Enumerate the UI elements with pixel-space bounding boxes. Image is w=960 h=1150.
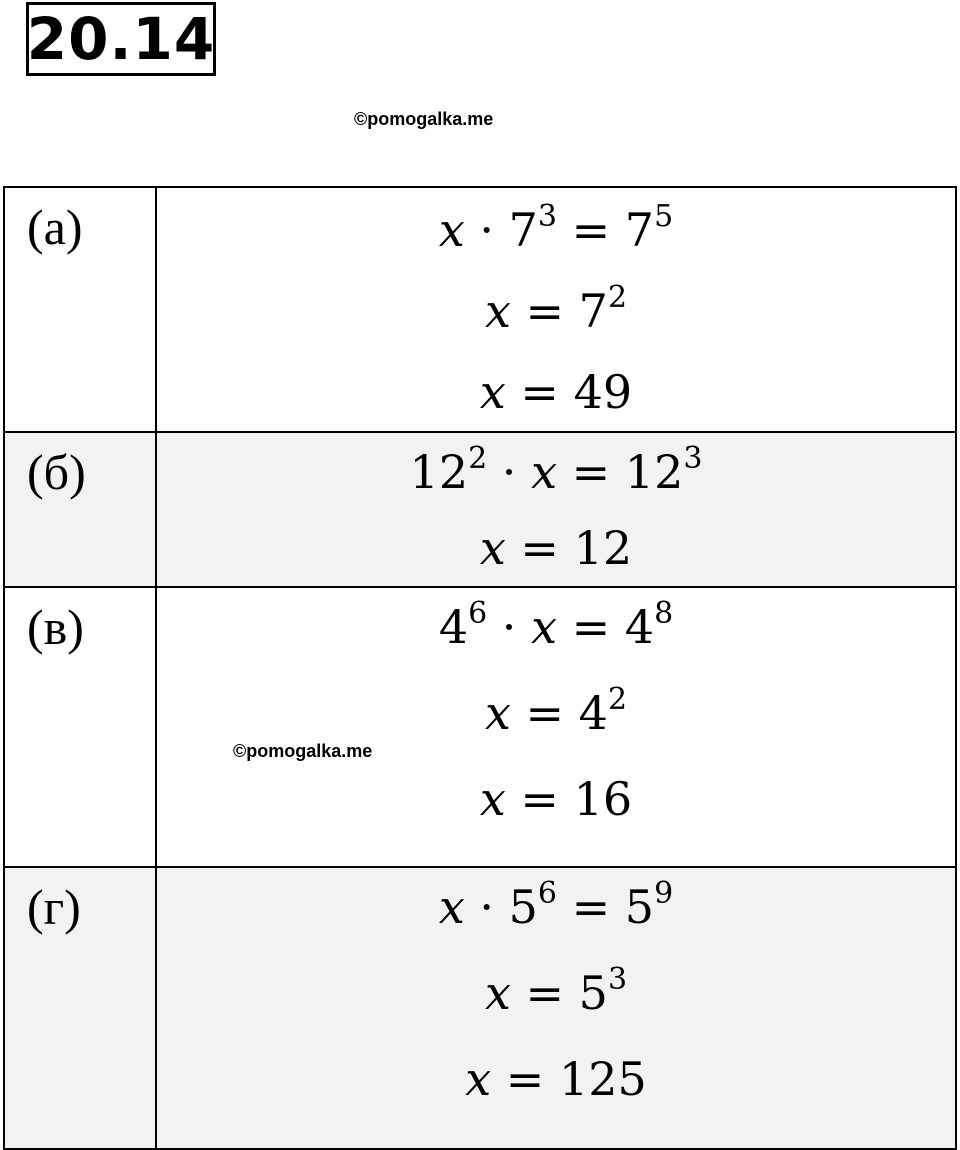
equation-line	[157, 860, 955, 954]
exponent: 6	[537, 876, 558, 911]
equation-text: = 4	[510, 686, 608, 740]
equation-text: = 5	[510, 966, 608, 1020]
equation-text: = 5	[557, 880, 655, 934]
equation-text: · 5	[464, 880, 538, 934]
variable-x: x	[479, 772, 506, 826]
equation-text: = 16	[505, 772, 633, 826]
equation-text: = 7	[510, 284, 608, 338]
equation-line	[157, 946, 955, 1040]
equation-text: = 7	[557, 203, 655, 257]
row-label: (в)	[27, 599, 84, 655]
equation-text: ·	[487, 600, 532, 654]
math-cell	[156, 187, 956, 432]
variable-x: x	[438, 203, 465, 257]
solution-row-b	[4, 432, 956, 587]
equation-text: · 7	[464, 203, 538, 257]
variable-x: x	[484, 966, 511, 1020]
math-cell	[156, 867, 956, 1149]
exponent: 2	[607, 280, 628, 315]
equation-text: = 125	[491, 1052, 647, 1106]
exponent: 8	[654, 596, 674, 631]
math-cell	[156, 587, 956, 867]
variable-x: x	[531, 445, 558, 499]
equation-text: 12	[409, 445, 469, 499]
variable-x: x	[484, 686, 511, 740]
equation-text: = 12	[557, 445, 684, 499]
label-cell	[4, 187, 156, 432]
solution-row-v	[4, 587, 956, 867]
exponent: 3	[683, 441, 703, 476]
label-cell	[4, 432, 156, 587]
row-label: (б)	[27, 444, 86, 500]
exponent: 2	[468, 441, 488, 476]
label-cell	[4, 587, 156, 867]
equation-line	[157, 580, 955, 674]
variable-x: x	[438, 880, 465, 934]
variable-x: x	[479, 365, 506, 419]
exponent: 2	[607, 682, 628, 717]
equation-line	[157, 1032, 955, 1126]
row-label: (г)	[27, 879, 81, 935]
equation-line	[157, 192, 955, 269]
exponent: 3	[537, 199, 558, 234]
equation-text: ·	[487, 445, 532, 499]
variable-x: x	[531, 600, 558, 654]
variable-x: x	[479, 521, 506, 575]
solution-row-a	[4, 187, 956, 432]
row-label: (а)	[27, 199, 83, 255]
equation-line	[157, 435, 955, 509]
solutions-table	[3, 186, 957, 1150]
solution-row-g	[4, 867, 956, 1149]
exponent: 9	[654, 876, 674, 911]
equation-text: 4	[438, 600, 469, 654]
exponent: 3	[607, 962, 628, 997]
watermark: ©pomogalka.me	[233, 741, 373, 761]
variable-x: x	[465, 1052, 492, 1106]
equation-line	[157, 752, 955, 846]
equation-line	[157, 511, 955, 585]
exponent: 5	[654, 199, 674, 234]
equation-text: = 4	[557, 600, 655, 654]
equation-text: = 49	[505, 365, 633, 419]
equation-text: = 12	[505, 521, 633, 575]
equation-line	[157, 273, 955, 350]
math-cell	[156, 432, 956, 587]
label-cell	[4, 867, 156, 1149]
variable-x: x	[484, 284, 511, 338]
equation-line	[157, 354, 955, 431]
exponent: 6	[468, 596, 488, 631]
watermark: ©pomogalka.me	[354, 109, 494, 129]
problem-number: 20.14	[26, 2, 216, 76]
